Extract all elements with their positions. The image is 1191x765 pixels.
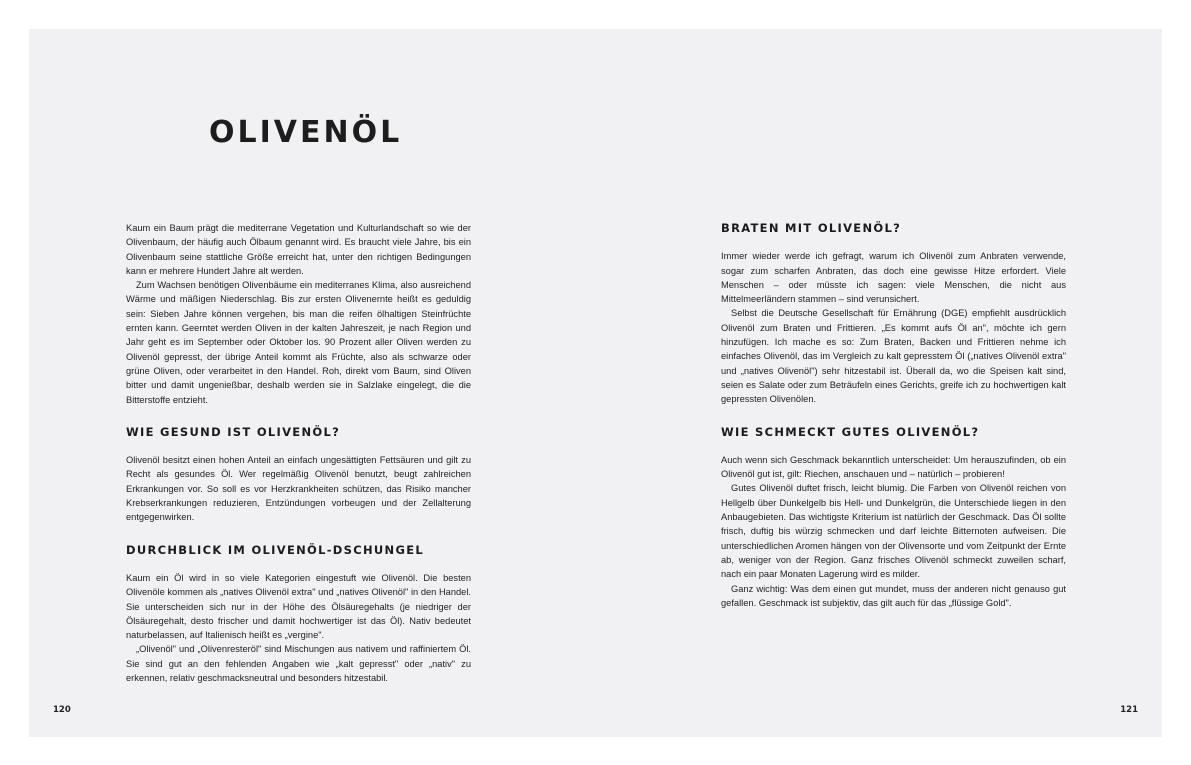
left-page-column [126, 221, 471, 685]
book-spread [29, 29, 1162, 737]
section-heading-frying: BRATEN MIT OLIVENÖL? [721, 221, 902, 235]
section-heading-taste: WIE SCHMECKT GUTES OLIVENÖL? [721, 424, 980, 439]
body-paragraph: Auch wenn sich Geschmack bekanntlich unterscheidet: Um herauszufinden, ob ein Olivenöl gut ist, gilt: Riechen, anschauen und – natürlich – probieren! [721, 454, 1066, 480]
page-number-left: 120 [53, 705, 71, 715]
body-paragraph: Kaum ein Öl wird in so viele Kategorien eingestuft wie Olivenöl. Die besten Olivenöle kommen als „natives Olivenöl extra" und „natives Olivenöl" in den Handel. Sie unterscheiden sich nur in der Höhe des Ölsäuregehalts (je niedriger der Ölsäuregehalt, desto frischer und damit hochwertiger ist das Öl). Nativ bedeutet naturbelassen, auf Italienisch heißt es „vergine". [126, 572, 471, 641]
body-paragraph: Gutes Olivenöl duftet frisch, leicht blumig. Die Farben von Olivenöl reichen von Hellgelb über Dunkelgelb bis Hell- und Dunkelgrün, die Unterschiede liegen in den Anbaugebieten. Das wichtigste Kriterium ist natürlich der Geschmack. Das Öl sollte frisch, duftig bis würzig schmecken und darf leichte Bitternoten aufweisen. Die unterschiedlichen Aromen hängen von der Olivensorte und vom Zeitpunkt der Ernte ab, weniger von der Region. Ganz frisches Olivenöl schmeckt zuweilen scharf, nach ein paar Monaten Lagerung wird es milder. [721, 483, 1066, 580]
body-paragraph: Ganz wichtig: Was dem einen gut mundet, muss der anderen nicht genauso gut gefallen. Geschmack ist subjektiv, das gilt auch für das „flüssige Gold". [721, 583, 1066, 608]
section-heading-jungle: DURCHBLICK IM OLIVENÖL-DSCHUNGEL [126, 542, 424, 557]
section-heading-health: WIE GESUND IST OLIVENÖL? [126, 424, 341, 439]
body-paragraph: Olivenöl besitzt einen hohen Anteil an einfach ungesättigten Fettsäuren und gilt zu Recht als gesundes Öl. Wer regelmäßig Olivenöl benutzt, beugt zahlreichen Erkrankungen vor. So soll es vor Herzkrankheiten schützen, das Risiko mancher Krebserkrankungen reduzieren, Entzündungen vorbeugen und der Zellalterung entgegenwirken. [126, 455, 471, 523]
page-title: OLIVENÖL [209, 115, 403, 150]
body-paragraph: Immer wieder werde ich gefragt, warum ich Olivenöl zum Anbraten verwende, sogar zum scharfen Anbraten, das doch eine gewisse Hitze erfordert. Viele Menschen – oder müsste ich sagen: viele Menschen, die nicht aus Mittelmeerländern stammen – sind verunsichert. [721, 251, 1066, 305]
body-paragraph: Selbst die Deutsche Gesellschaft für Ernährung (DGE) empfiehlt ausdrücklich Olivenöl zum Braten und Frittieren. „Es kommt aufs Öl an", möchte ich gern hinzufügen. Ich mache es so: Zum Braten, Backen und Frittieren nehme ich einfaches Olivenöl, das im Vergleich zu kalt gepresstem Öl („natives Olivenöl extra" und „natives Olivenöl") sehr hitzestabil ist. Überall da, wo die Speisen kalt sind, seien es Salate oder zum Beträufeln eines Gerichts, greife ich zu hochwertigen kalt gepressten Olivenölen. [721, 308, 1066, 405]
right-page-column [721, 221, 1066, 610]
intro-paragraph: Zum Wachsen benötigen Olivenbäume ein mediterranes Klima, also ausreichend Wärme und mäßigen Niederschlag. Bis zur ersten Olivenernte heißt es geduldig sein: Sieben Jahre können vergehen, bis man die reifen ölhaltigen Steinfrüchte ernten kann. Geerntet werden Oliven in der kalten Jahreszeit, je nach Region und Jahr geht es im September oder Oktober los. 90 Prozent aller Oliven werden zu Olivenöl gepresst, der übrige Anteil kommt als Früchte, also als schwarze oder grüne Oliven, oder verarbeitet in den Handel. Roh, direkt vom Baum, sind Oliven bitter und damit ungenießbar, deshalb werden sie in Salzlake eingelegt, die die Bitterstoffe entzieht. [126, 280, 471, 405]
body-paragraph: „Olivenöl" und „Olivenresteröl" sind Mischungen aus nativem und raffiniertem Öl. Sie sind gut an den fehlenden Angaben wie „kalt gepresst" oder „nativ" zu erkennen, relativ geschmacksneutral und besonders hitzestabil. [126, 644, 471, 684]
intro-paragraph: Kaum ein Baum prägt die mediterrane Vegetation und Kulturlandschaft so wie der Olivenbaum, der häufig auch Ölbaum genannt wird. Es braucht viele Jahre, bis ein Olivenbaum seine stattliche Größe erreicht hat, unter den richtigen Bedingungen kann er mehrere Hundert Jahre alt werden. [126, 223, 471, 276]
page-number-right: 121 [1120, 705, 1138, 715]
